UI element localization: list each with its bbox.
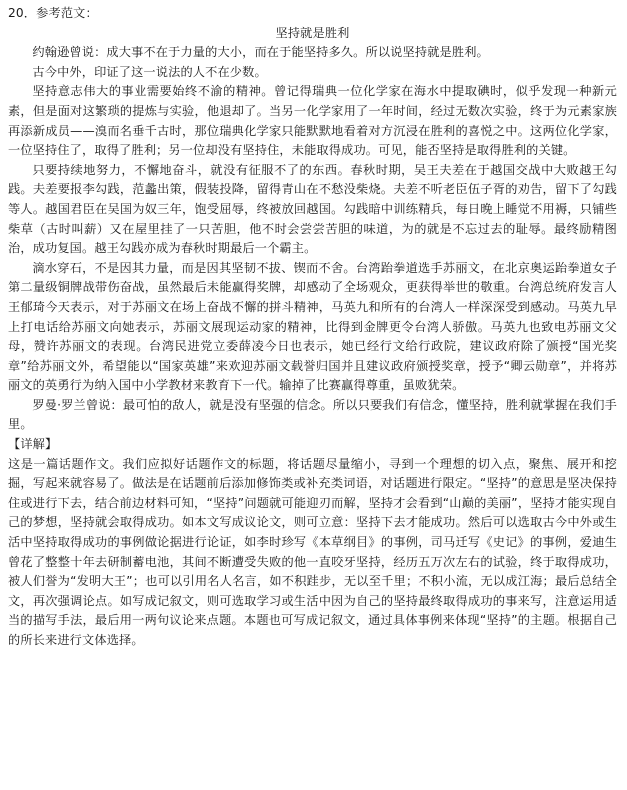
essay-paragraph-3: 坚持意志伟大的事业需要始终不渝的精神。曾记得瑞典一位化学家在海水中提取碘时，似乎发现一种新元素，但是面对这繁琐的提炼与实验，他退却了。当另一化学家用了一年时间，经过无数次实验，终于为元素家族再添新成员——溴而名垂千古时，那位瑞典化学家只能默默地看着对方沉浸在胜利的喜悦之中。这两位化学家，一位坚持住了，取得了胜利；另一位却没有坚持住，未能取得成功。可见，能否坚持是取得胜利的关键。 xyxy=(8,84,617,158)
question-header: 20．参考范文： xyxy=(8,6,98,20)
essay-paragraph-2: 古今中外，印证了这一说法的人不在少数。 xyxy=(32,64,267,79)
essay-paragraph-4: 只要持续地努力，不懈地奋斗，就没有征服不了的东西。春秋时期，吴王夫差在于越国交战中大败越王勾践。夫差要报李勾践，范蠡出策，假装投降，留得青山在不愁没柴烧。夫差不听老臣伍子胥的劝告，留下了勾践等人。越国君臣在吴国为奴三年，饱受屈辱，终被放回越国。勾践暗中训练精兵，每日晚上睡觉不用褥，只铺些柴草（古时叫薪）又在屋里挂了一只苦胆，他不时会尝尝苦胆的味道，为的就是不忘过去的耻辱。最终励精图治，成功复国。越王勾践亦成为春秋时期最后一个霸主。 xyxy=(8,162,617,256)
essay-paragraph-1: 约翰逊曾说：成大事不在于力量的大小，而在于能坚持多久。所以说坚持就是胜利。 xyxy=(32,45,489,60)
analysis-header: 【详解】 xyxy=(8,437,58,452)
essay-paragraph-6: 罗曼·罗兰曾说：最可怕的敌人，就是没有坚强的信念。所以只要我们有信念，懂坚持，胜利就掌握在我们手里。 xyxy=(8,397,617,432)
essay-paragraph-5: 滴水穿石，不是因其力量，而是因其坚韧不拔、锲而不舍。台湾跆拳道选手苏丽文，在北京奥运跆拳道女子第二量级铜牌战带伤奋战，虽然最后未能赢得奖牌，却感动了全场观众，更获得举世的敬重。台湾总统府发言人王郁琦今天表示，对于苏丽文在场上奋战不懈的拼斗精神，马英九和所有的台湾人一样深深受到感动。马英九早上打电话给苏丽文向她表示，苏丽文展现运动家的精神，比得到金牌更令台湾人骄傲。马英九也致电苏丽文父母，赞许苏丽文的表现。台湾民进党立委薛凌今日也表示，她已经行文给行政院，建议政府除了颁授“国光奖章”给苏丽文外，希望能以“国家英雄”来欢迎苏丽文载誉归国并且建议政府颁授奖章，授予“卿云勋章”，并将苏丽文的英勇行为纳入国中小学教材来教育下一代。输掉了比赛赢得尊重，虽败犹荣。 xyxy=(8,260,617,393)
essay-title: 坚持就是胜利 xyxy=(275,25,350,40)
analysis-text: 这是一篇话题作文。我们应拟好话题作文的标题，将话题尽量缩小，寻到一个理想的切入点，聚焦、展开和挖掘，写起来就容易了。做法是在话题前后添加修饰类或补充类词语，对话题进行限定。“坚持”的意思是坚决保持住或进行下去，结合前边材料可知，“坚持”问题就可能迎刃而解，坚持才会看到“山巅的美丽”，坚持才能实现自己的梦想，坚持就会取得成功。如本文写成议论文，则可立意：坚持下去才能成功。然后可以选取古今中外或生活中坚持取得成功的事例做论据进行论证，如李时珍写《本草纲目》的事例，司马迁写《史记》的事例，爱迪生曾花了整整十年去研制蓄电池，其间不断遭受失败的他一直咬牙坚持，经历五万次左右的试验，终于取得成功，被人们誉为“发明大王”；也可以引用名人名言，如不积跬步，无以至千里；不积小流，无以成江海；最后总结全文，再次强调论点。如写成记叙文，则可选取学习或生活中因为自己的坚持最终取得成功的事来写，注意运用适当的描写手法，最后用一两句议论来点题。本题也可写成记叙文，通过具体事例来体现“坚持”的主题。根据自己的所长来进行文体选择。 xyxy=(8,456,617,647)
